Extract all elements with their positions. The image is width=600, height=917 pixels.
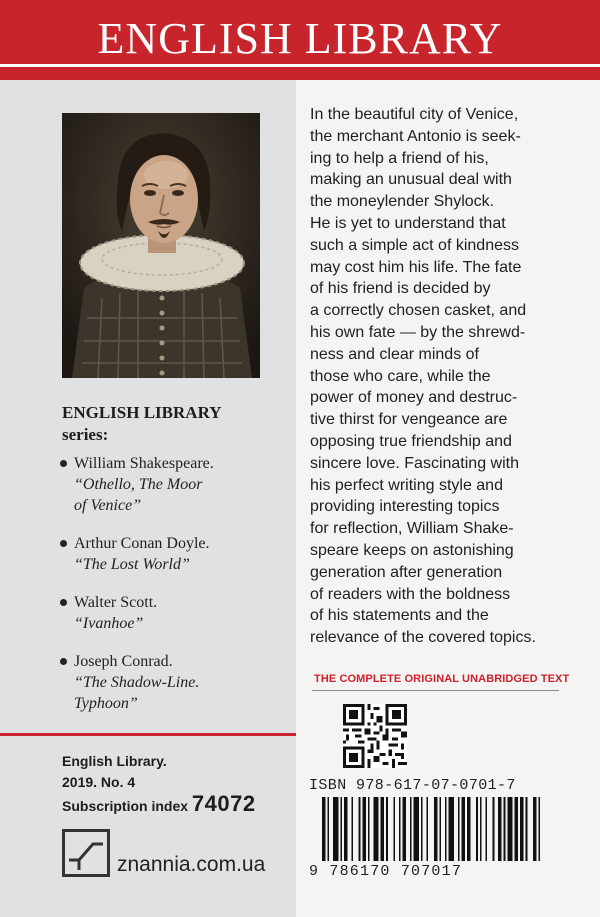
qr-code-icon (343, 704, 407, 768)
series-work: Typhoon” (74, 695, 138, 712)
description-line: He is yet to understand that (310, 214, 506, 232)
barcode-bar (507, 797, 512, 861)
barcode-bar (449, 797, 454, 861)
description-line: his perfect writing style and (310, 476, 503, 494)
description-line: his own fate — by the shrewd- (310, 323, 526, 341)
barcode-bar (504, 797, 506, 861)
barcode-bar (403, 797, 406, 861)
description-line: the moneylender Shylock. (310, 193, 495, 211)
barcode-bar (386, 797, 388, 861)
description-line: such a simple act of kindness (310, 236, 519, 254)
barcode-bar (480, 797, 482, 861)
description-line: of readers with the boldness (310, 585, 511, 603)
banner-title: ENGLISH LIBRARY (97, 14, 503, 63)
title-banner (0, 0, 600, 80)
series-author: William Shakespeare. (74, 455, 214, 472)
description-line: ness and clear minds of (310, 345, 479, 363)
barcode-bar (445, 797, 447, 861)
barcode-bar (467, 797, 470, 861)
barcode-bar (410, 797, 412, 861)
barcode-bar (421, 797, 423, 861)
series-heading-line2: series: (62, 425, 109, 444)
barcode-bar (414, 797, 419, 861)
barcode-bar (533, 797, 536, 861)
series-work: “The Shadow-Line. (74, 674, 200, 691)
barcode-bar (328, 797, 330, 861)
barcode-bar (515, 797, 518, 861)
description-line: speare keeps on astonishing (310, 541, 514, 559)
series-work: “The Lost World” (74, 556, 190, 573)
barcode-bar (373, 797, 378, 861)
bullet-icon (60, 599, 67, 606)
publisher-logo-icon (62, 829, 110, 877)
barcode-bar (340, 797, 342, 861)
barcode-bar (333, 797, 338, 861)
barcode-bar (526, 797, 528, 861)
description-line: may cost him his life. The fate (310, 258, 522, 276)
series-work: “Othello, The Moor (74, 476, 203, 493)
barcode-bar (439, 797, 441, 861)
description-line: In the beautiful city of Venice, (310, 106, 519, 123)
unabridged-note: THE COMPLETE ORIGINAL UNABRIDGED TEXT (314, 673, 570, 685)
bullet-icon (60, 460, 67, 467)
sidebar-divider (0, 733, 296, 736)
description-line: generation after generation (310, 563, 503, 581)
barcode-number: 9 786170 707017 (309, 863, 463, 880)
description-line: tive thirst for vengeance are (310, 411, 508, 429)
description-line: relevance of the covered topics. (310, 629, 536, 647)
barcode-bar (399, 797, 401, 861)
series-author: Joseph Conrad. (74, 653, 173, 670)
series-work: of Venice” (74, 497, 142, 514)
description-line: sincere love. Fascinating with (310, 454, 519, 472)
barcode-bar (427, 797, 429, 861)
series-item (58, 592, 288, 634)
isbn-text: ISBN 978-617-07-0701-7 (309, 777, 516, 794)
barcode-bar (461, 797, 464, 861)
magazine-name: English Library. (62, 753, 167, 769)
barcode-bar (485, 797, 487, 861)
description-line: opposing true friendship and (310, 432, 512, 450)
series-item (58, 651, 288, 714)
description-line: making an unusual deal with (310, 171, 512, 189)
description-line: of his friend is decided by (310, 280, 491, 298)
barcode-bar (368, 797, 370, 861)
series-author: Arthur Conan Doyle. (74, 535, 210, 552)
barcode-bar (394, 797, 396, 861)
description-line: power of money and destruc- (310, 389, 518, 407)
barcode-bar (351, 797, 353, 861)
series-work: “Ivanhoe” (74, 615, 144, 632)
description-line: of his statements and the (310, 607, 489, 625)
book-description (310, 104, 596, 649)
series-item (58, 533, 288, 575)
barcode-bar (493, 797, 495, 861)
series-author: Walter Scott. (74, 594, 158, 611)
description-line: providing interesting topics (310, 498, 500, 516)
barcode-bar (362, 797, 365, 861)
barcode-bar (520, 797, 523, 861)
barcode-bar (476, 797, 478, 861)
description-line: a correctly chosen casket, and (310, 302, 527, 320)
barcode-bar (434, 797, 437, 861)
description-line: ing to help a friend of his, (310, 149, 489, 167)
barcode-bar (458, 797, 460, 861)
bullet-icon (60, 658, 67, 665)
subscription-index (62, 793, 256, 817)
series-item (58, 453, 288, 516)
description-line: the merchant Antonio is seek- (310, 127, 521, 145)
barcode-bar (359, 797, 361, 861)
subscription-index-number: 74072 (191, 791, 256, 816)
subscription-index-label: Subscription index (62, 798, 189, 814)
series-heading-line1: ENGLISH LIBRARY (62, 403, 222, 422)
series-list (58, 453, 288, 731)
magazine-info (62, 751, 256, 817)
barcode-bar (381, 797, 384, 861)
description-line: those who care, while the (310, 367, 491, 385)
barcode-bar (539, 797, 541, 861)
barcode-bar (322, 797, 325, 861)
barcode-bar (498, 797, 501, 861)
description-line: for reflection, William Shake- (310, 520, 514, 538)
series-heading (62, 402, 222, 446)
barcode-icon (322, 797, 544, 861)
barcode-bar (344, 797, 347, 861)
unabridged-underline (312, 690, 559, 691)
banner-divider (0, 64, 600, 67)
portrait-image (62, 113, 260, 378)
publisher-website: znannia.com.ua (117, 853, 266, 876)
bullet-icon (60, 540, 67, 547)
magazine-issue: 2019. No. 4 (62, 774, 136, 790)
